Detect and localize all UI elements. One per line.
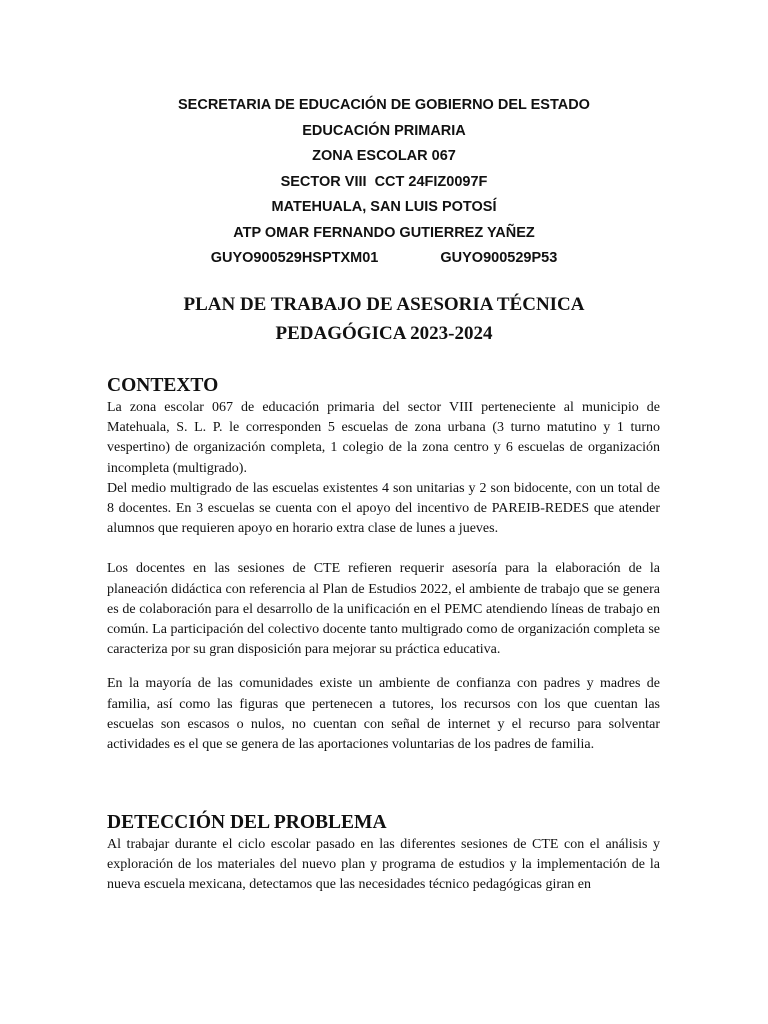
contexto-paragraph-1: La zona escolar 067 de educación primaria del sector VIII perteneciente al municipio de Matehuala, S. L. P. le corresponden 5 escuelas de zona urbana (3 turno matutino y 1 turno vespertino) de organización completa, 1 colegio de la zona centro y 6 escuelas de organización incompleta (multigrado).	[107, 400, 660, 476]
section-heading-contexto: CONTEXTO	[107, 375, 219, 396]
section-contexto	[107, 374, 660, 755]
header-line-nivel: EDUCACIÓN PRIMARIA	[302, 122, 466, 139]
deteccion-paragraph-1: Al trabajar durante el ciclo escolar pasado en las diferentes sesiones de CTE con el análisis y exploración de los materiales del nuevo plan y programa de estudios y la implementación de la nueva escuela mexicana, detectamos que las necesidades técnico pedagógicas giran en	[107, 837, 660, 893]
plan-title-line-1: PLAN DE TRABAJO DE ASESORIA TÉCNICA	[183, 294, 585, 315]
contexto-paragraph-2: Del medio multigrado de las escuelas existentes 4 son unitarias y 2 son bidocente, con un total de 8 docentes. En 3 escuelas se cuenta con el apoyo del incentivo de PAREIB-REDES que atender alumnos que requieren apoyo en horario extra clase de lunes a jueves.	[107, 480, 660, 537]
section-heading-deteccion: DETECCIÓN DEL PROBLEMA	[107, 812, 387, 833]
header-line-zona: ZONA ESCOLAR 067	[312, 148, 456, 164]
header-line-atp: ATP OMAR FERNANDO GUTIERREZ YAÑEZ	[233, 224, 535, 241]
header-rfc: GUYO900529P53	[440, 250, 558, 266]
header-line-secretaria: SECRETARIA DE EDUCACIÓN DE GOBIERNO DEL ESTADO	[178, 97, 590, 113]
contexto-paragraph-3: Los docentes en las sesiones de CTE refieren requerir asesoría para la elaboración de la planeación didáctica con referencia al Plan de Estudios 2022, el ambiente de trabajo que se genera es de colaboración para el desarrollo de la unificación en el PEMC atendiendo líneas de trabajo en común. La participación del colectivo docente tanto multigrado como de organización completa se caracteriza por su gran disposición para mejorar su práctica educativa.	[107, 561, 660, 658]
plan-title	[0, 290, 768, 348]
header-line-municipio: MATEHUALA, SAN LUIS POTOSÍ	[271, 199, 497, 215]
header-curp: GUYO900529HSPTXM01	[210, 250, 379, 266]
document-header	[0, 93, 768, 272]
header-ids	[0, 246, 768, 272]
section-deteccion	[107, 811, 660, 896]
plan-title-line-2: PEDAGÓGICA 2023-2024	[275, 323, 493, 344]
contexto-paragraph-4: En la mayoría de las comunidades existe un ambiente de confianza con padres y madres de familia, así como las figuras que pertenecen a tutores, los recursos con los que cuentan las escuelas son escasos o nulos, no cuentan con señal de internet y el recurso para solventar actividades es el que se genera de las aportaciones voluntarias de los padres de familia.	[107, 676, 660, 753]
header-line-sector: SECTOR VIII CCT 24FIZ0097F	[280, 173, 488, 190]
